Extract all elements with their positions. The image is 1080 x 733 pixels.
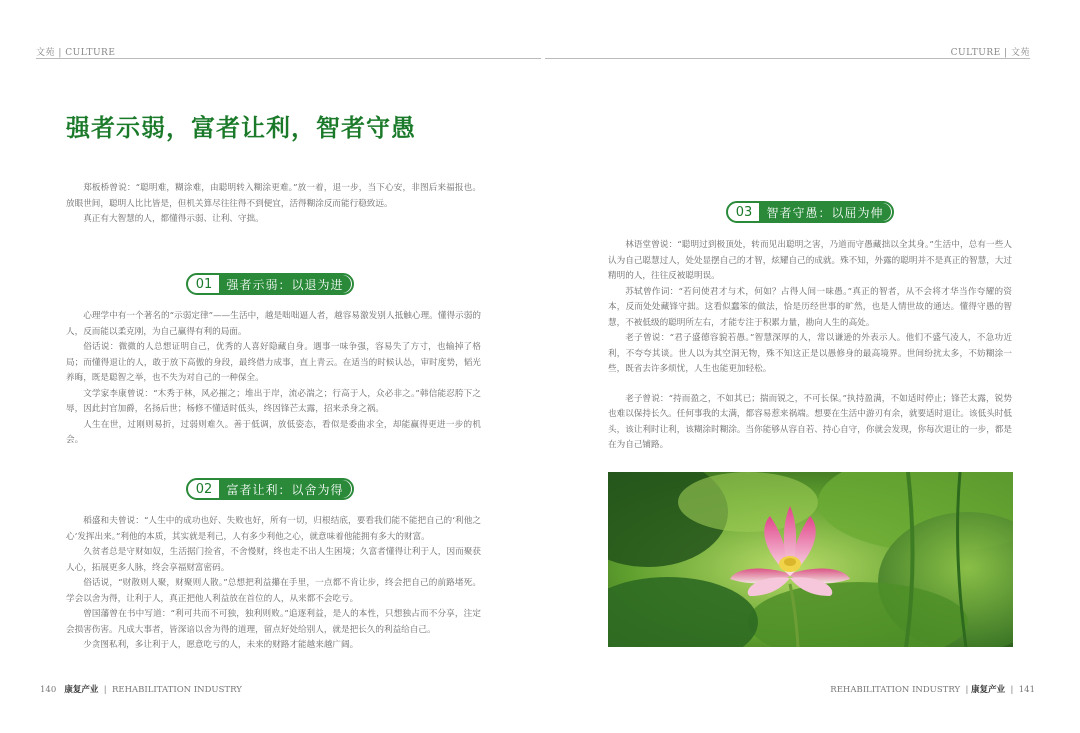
header-rule-right	[545, 58, 1030, 59]
body-paragraph: 曾国藩曾在书中写道：“利可共而不可独，独利则败。”追逐利益，是人的本性，只想独占而不分享，注定会损害伤害。凡成大事者，皆深谙以舍为得的道理，留点好处给别人，就是把长久的利益给自己。	[66, 609, 481, 635]
section-heading-03	[726, 201, 894, 223]
lotus-photo	[608, 472, 1013, 647]
intro-paragraph: 真正有大智慧的人，都懂得示弱、让利、守拙。	[83, 214, 264, 224]
header-right: CULTURE | 文苑	[950, 48, 1030, 58]
footer-en-left: REHABILITATION INDUSTRY	[112, 685, 242, 695]
section-number: 02	[195, 481, 213, 497]
body-paragraph: 久贫者总是守财如奴，生活据门捡省，不舍慢财，终也走不出人生困境；久富者懂得让利于人，因而聚获人心，拓展更多人脉，终会享福财富密码。	[66, 547, 481, 573]
page-number-right: 141	[1018, 685, 1035, 695]
header-rule-left	[36, 58, 541, 59]
section-body-03	[608, 238, 1012, 454]
body-paragraph: 稻盛和夫曾说：“人生中的成功也好、失败也好，所有一切，归根结底，要看我们能不能把自己的‘利他之心’发挥出来。”利他的本质，其实就是利己，人有多少利他之心，就意味着他能拥有多大的财富。	[66, 516, 481, 542]
body-paragraph: 文学家李康曾说：“木秀于林，风必摧之；堆出于岸，流必湍之；行高于人，众必非之。”韩信能忍胯下之辱，因此封官加爵，名扬后世；杨修不懂适时低头，终因锋芒太露，招来杀身之祸。	[66, 388, 481, 414]
footer-left: 140 康复产业 | REHABILITATION INDUSTRY	[40, 685, 242, 695]
body-paragraph: 俗话说，“财散则人聚，财聚则人散。”总想把利益攥在手里，一点都不肯让步，终会把自己的前路堵死。学会以舍为得，让利于人，真正把他人利益放在首位的人，从来都不会吃亏。	[66, 578, 481, 604]
body-paragraph: 苏轼曾作词：“若问使君才与术，何如？占得人间一味愚。”真正的智者，从不会将才华当作夸耀的资本，反而处处藏锋守拙。这看似蠢笨的做法，恰是历经世事的旷然，也是人情世故的通达。懂得守愚的智慧，不被低级的聪明所左右，才能专注于积累力量，勘向人生的高处。	[608, 286, 1012, 328]
section-number: 03	[735, 204, 753, 220]
body-paragraph: 俗话说：微微的人总想证明自己，优秀的人喜好隐藏自身。遇事一味争强，容易失了方寸，也输掉了格局；而懂得退让的人，敢于放下高傲的身段，最终借力成事，直上青云。在适当的时候认怂，审时度势，韬光养晦，既是聪智之举，也不失为对自己的一种保全。	[66, 342, 481, 383]
section-heading-text: 智者守愚：以屈为伸	[759, 203, 891, 221]
body-paragraph: 心理学中有一个著名的“示弱定律”——生活中，越是咄咄逼人者，越容易激发别人抵触心理。懂得示弱的人，反而能以柔克刚，为自己赢得有利的局面。	[66, 311, 481, 337]
section-heading-text: 强者示弱：以退为进	[219, 275, 351, 293]
footer-brand-left: 康复产业	[64, 685, 99, 695]
section-heading-01	[186, 273, 354, 295]
body-paragraph: 老子曾说：“持而盈之，不如其已；揣而锐之，不可长保。”执持盈满，不如适时停止；锋芒太露，锐势也难以保持长久。任何事我的太满，都容易惹来祸端。想要在生活中游刃有余，就要适时退让。该低头时低头，该让利时让利，该糊涂时糊涂。当你能够从容自若、持心自守，你就会发现，你每次退让的一步，都是在为自己铺路。	[608, 393, 1012, 450]
section-body-02	[66, 514, 481, 654]
body-paragraph: 老子曾说：“君子盛德容貌若愚。”智慧深厚的人，常以谦逊的外表示人。他们不盛气凌人，不急功近利，不夸夸其谈。世人以为其空洞无物，殊不知这正是以愚修身的最高境界。世间纷扰太多，不妨糊涂一些，既省去许多烦忧，人生也能更加轻松。	[608, 333, 1012, 374]
body-paragraph: 少贪图私利，多让利于人，愿意吃亏的人，未来的财路才能越来越广阔。	[83, 640, 359, 650]
section-number: 01	[195, 276, 213, 292]
body-paragraph: 人生在世，过刚则易折，过弱则难久。善于低调，放低姿态，看似是委曲求全，却能赢得更进一步的机会。	[66, 419, 481, 445]
footer-en-right: REHABILITATION INDUSTRY	[830, 685, 961, 695]
page-number-left: 140	[40, 685, 57, 695]
intro-paragraph: 郑板桥曾说：“聪明难，糊涂难，由聪明转入糊涂更难。”放一着，退一步，当下心安，非图后来福报也。放眼世间，聪明人比比皆是，但机关算尽往往得不到便宜，活得糊涂反而能行稳致远。	[66, 183, 481, 209]
header-left: 文苑 | CULTURE	[36, 48, 116, 58]
section-heading-text: 富者让利：以舍为得	[219, 480, 351, 498]
section-heading-02	[186, 478, 354, 500]
intro-block	[66, 181, 481, 228]
footer-right: REHABILITATION INDUSTRY | 康复产业 | 141	[830, 685, 1035, 695]
footer-brand-right: 康复产业	[971, 685, 1006, 695]
page-title: 强者示弱，富者让利，智者守愚	[66, 113, 416, 142]
body-paragraph: 林语堂曾说：“聪明过到极顶处，转而见出聪明之害，乃道而守愚藏拙以全其身。”生活中，总有一些人认为自己聪慧过人，处处显摆自己的才智，炫耀自己的成就。殊不知，外露的聪明并不是真正的智慧，大过精明的人，往往反被聪明误。	[608, 240, 1012, 281]
section-body-01	[66, 309, 481, 449]
